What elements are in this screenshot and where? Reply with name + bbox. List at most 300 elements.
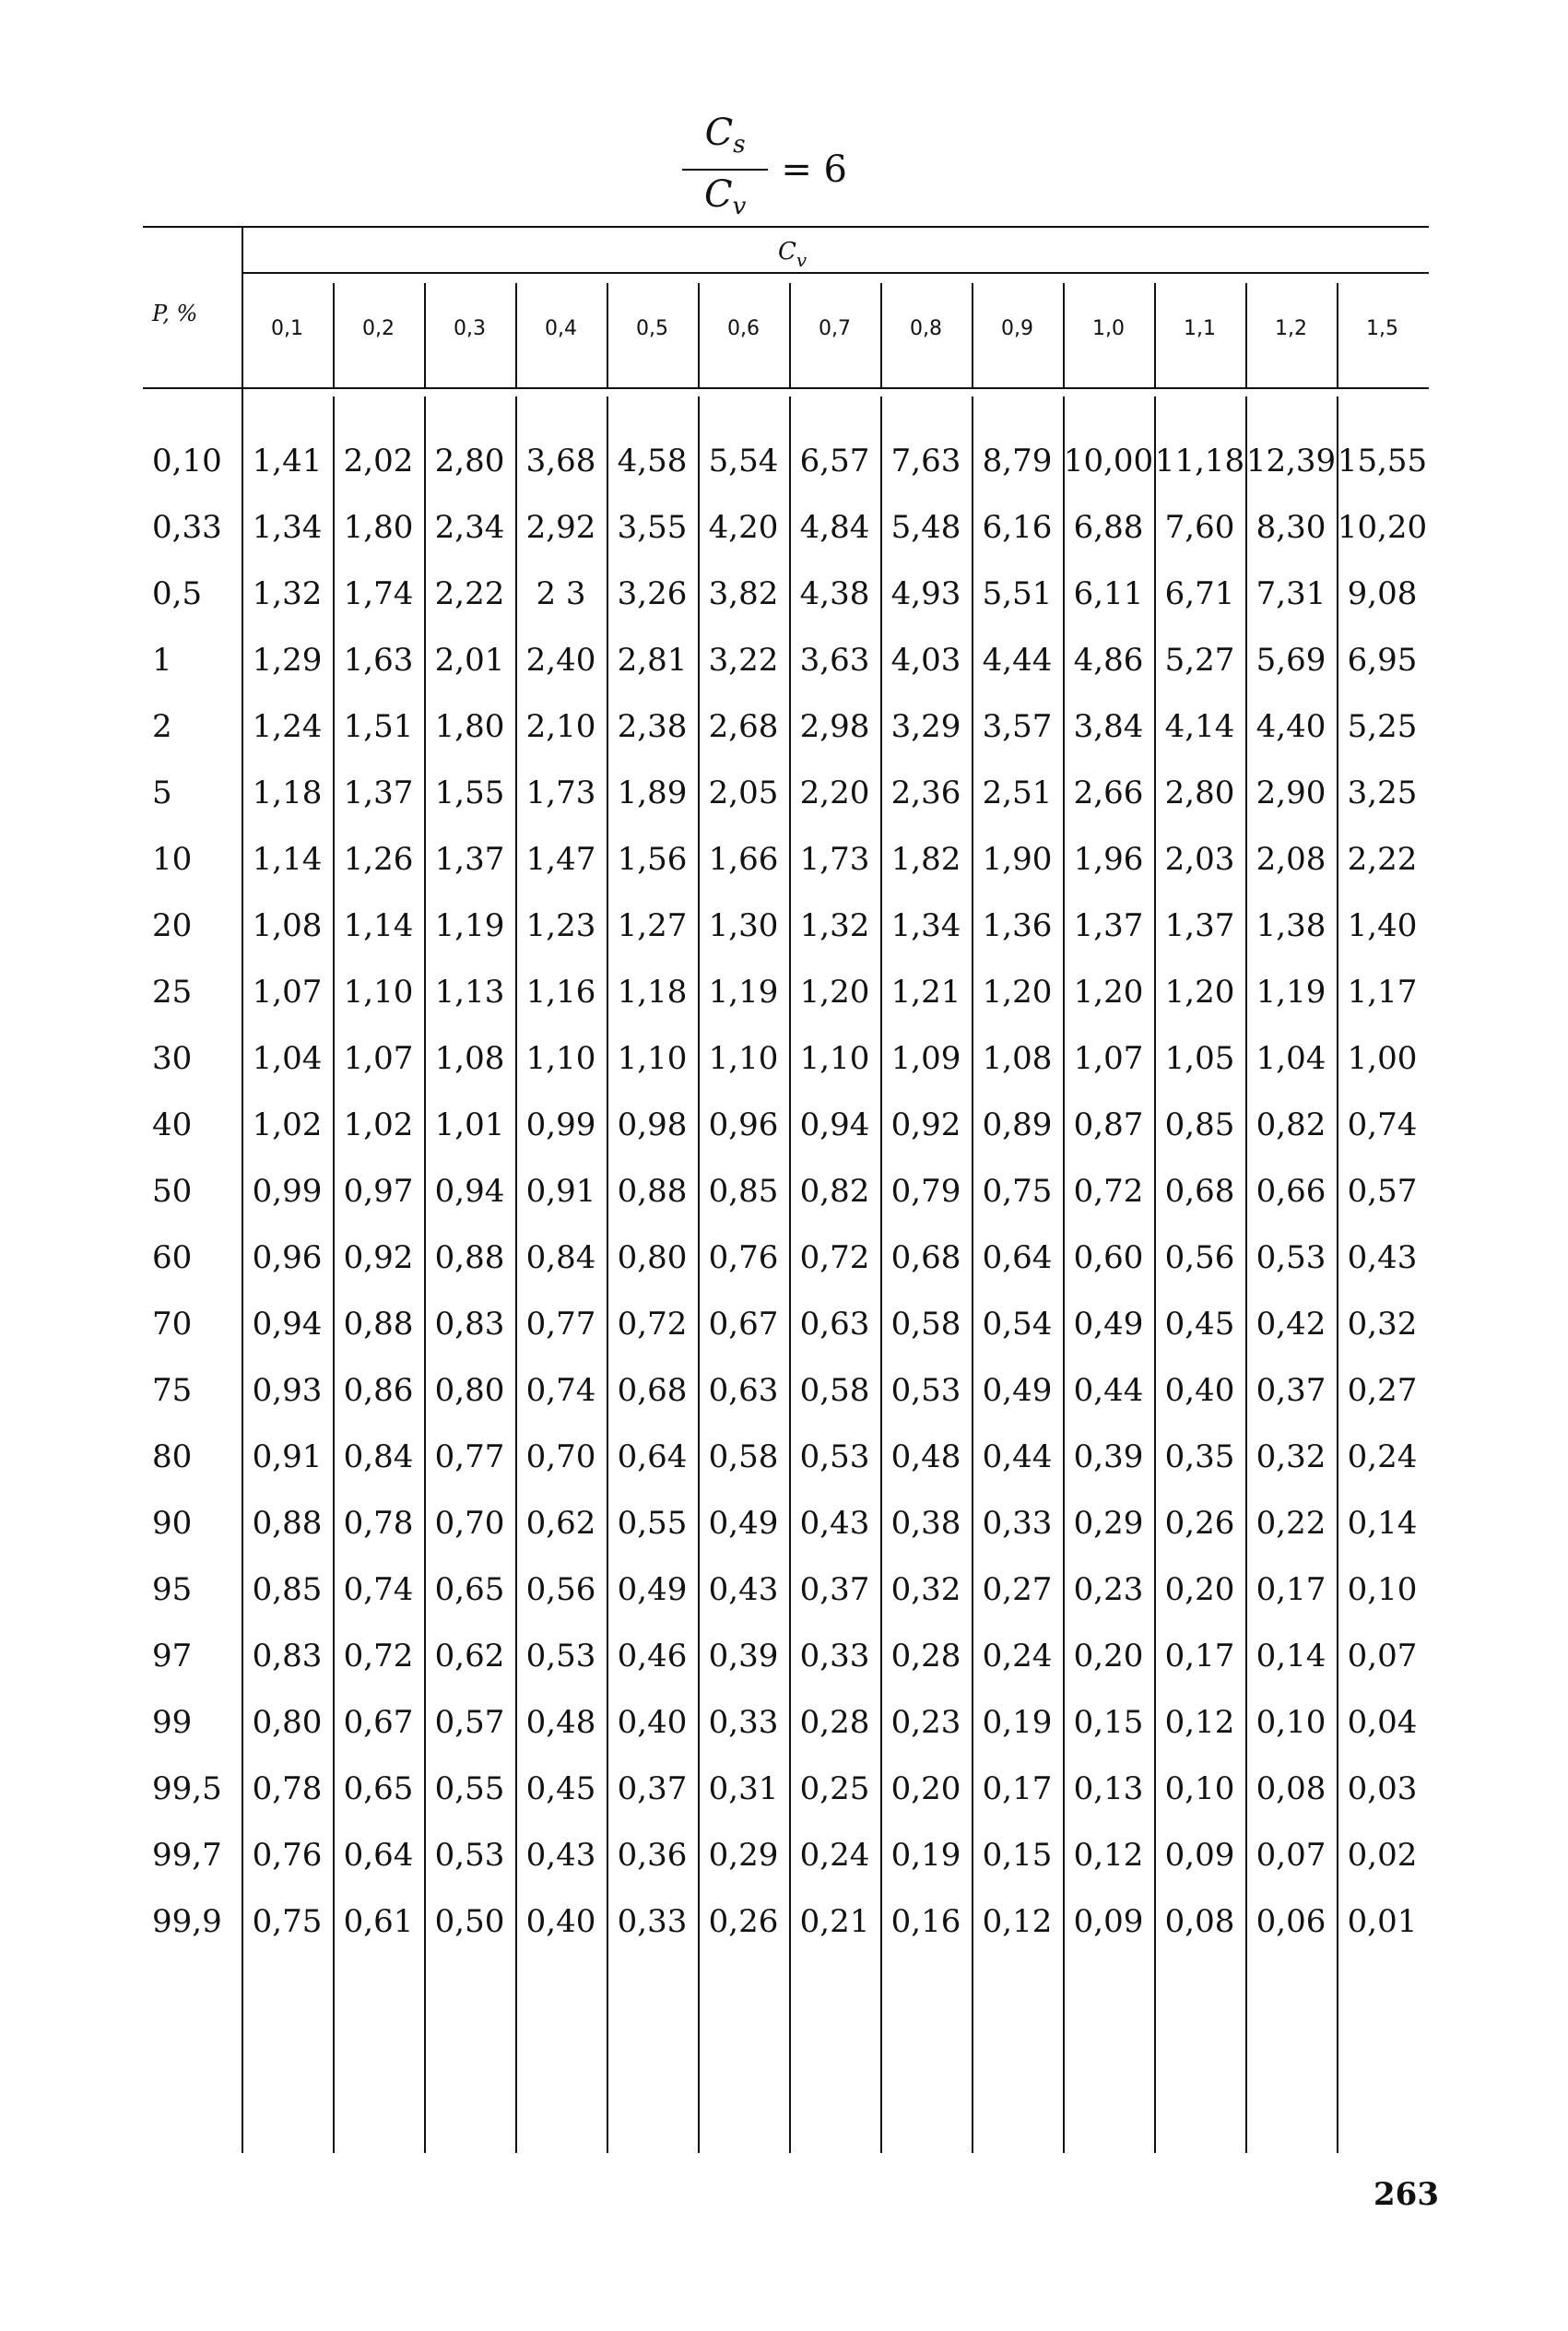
table-cell: 15,55 xyxy=(1337,443,1428,479)
row-p-value: 1 xyxy=(152,642,172,679)
table-cell: 0,23 xyxy=(890,1704,961,1741)
table-cell: 1,30 xyxy=(708,907,779,944)
table-cell: 2,08 xyxy=(1256,841,1326,878)
table-cell: 1,07 xyxy=(1073,1040,1144,1077)
table-cell: 2,34 xyxy=(434,509,505,546)
table-cell: 0,20 xyxy=(890,1770,961,1807)
table-cell: 0,78 xyxy=(252,1770,323,1807)
table-cell: 1,66 xyxy=(708,841,779,878)
table-cell: 1,08 xyxy=(982,1040,1053,1077)
table-cell: 0,84 xyxy=(525,1239,596,1276)
table-cell: 0,76 xyxy=(708,1239,779,1276)
table-cell: 0,82 xyxy=(1256,1106,1326,1143)
table-cell: 0,28 xyxy=(799,1704,870,1741)
table-cell: 5,51 xyxy=(982,575,1053,612)
table-cell: 0,68 xyxy=(1164,1173,1235,1210)
table-cell: 0,64 xyxy=(343,1837,414,1874)
column-header: 0,8 xyxy=(910,317,942,340)
table-cell: 3,57 xyxy=(982,708,1053,745)
header-bottom-rule xyxy=(143,387,1429,389)
table-cell: 0,44 xyxy=(1073,1372,1144,1409)
fraction-denominator: $C_v$ xyxy=(704,173,747,220)
table-cell: 7,63 xyxy=(890,443,961,479)
table-cell: 0,85 xyxy=(252,1571,323,1608)
table-cell: 0,39 xyxy=(708,1638,779,1674)
table-cell: 0,37 xyxy=(617,1770,688,1807)
column-header: 1,2 xyxy=(1275,317,1307,340)
table-cell: 5,48 xyxy=(890,509,961,546)
table-cell: 0,63 xyxy=(799,1306,870,1343)
table-cell: 0,44 xyxy=(982,1438,1053,1475)
row-p-value: 99,7 xyxy=(152,1837,222,1874)
table-cell: 1,24 xyxy=(252,708,323,745)
table-cell: 0,20 xyxy=(1164,1571,1235,1608)
table-cell: 0,25 xyxy=(799,1770,870,1807)
row-p-value: 10 xyxy=(152,841,193,878)
table-cell: 0,53 xyxy=(1256,1239,1326,1276)
table-cell: 10,20 xyxy=(1337,509,1428,546)
row-p-value: 0,5 xyxy=(152,575,203,612)
table-cell: 1,10 xyxy=(343,974,414,1011)
table-cell: 1,14 xyxy=(252,841,323,878)
table-cell: 1,20 xyxy=(1164,974,1235,1011)
row-p-value: 0,10 xyxy=(152,443,222,479)
table-cell: 2,81 xyxy=(617,642,688,679)
row-p-value: 40 xyxy=(152,1106,193,1143)
table-cell: 8,30 xyxy=(1256,509,1326,546)
table-cell: 1,20 xyxy=(982,974,1053,1011)
table-cell: 4,40 xyxy=(1256,708,1326,745)
table-cell: 2,98 xyxy=(799,708,870,745)
table-cell: 0,75 xyxy=(982,1173,1053,1210)
table-cell: 0,15 xyxy=(1073,1704,1144,1741)
table-cell: 6,16 xyxy=(982,509,1053,546)
table-cell: 0,10 xyxy=(1164,1770,1235,1807)
table-cell: 1,17 xyxy=(1347,974,1418,1011)
table-cell: 0,74 xyxy=(525,1372,596,1409)
table-cell: 1,47 xyxy=(525,841,596,878)
table-cell: 1,56 xyxy=(617,841,688,878)
table-cell: 4,86 xyxy=(1073,642,1144,679)
table-cell: 0,79 xyxy=(890,1173,961,1210)
table-cell: 0,70 xyxy=(434,1505,505,1542)
table-cell: 0,85 xyxy=(708,1173,779,1210)
table-cell: 0,87 xyxy=(1073,1106,1144,1143)
column-header: 1,1 xyxy=(1184,317,1216,340)
table-cell: 0,68 xyxy=(617,1372,688,1409)
table-cell: 0,45 xyxy=(1164,1306,1235,1343)
row-header-label: P, % xyxy=(152,301,198,326)
table-cell: 1,14 xyxy=(343,907,414,944)
table-cell: 2,92 xyxy=(525,509,596,546)
table-cell: 0,61 xyxy=(343,1903,414,1940)
table-cell: 0,68 xyxy=(890,1239,961,1276)
table-cell: 0,37 xyxy=(1256,1372,1326,1409)
table-cell: 0,53 xyxy=(890,1372,961,1409)
table-cell: 2,80 xyxy=(434,443,505,479)
table-cell: 2,90 xyxy=(1256,775,1326,811)
table-cell: 0,07 xyxy=(1256,1837,1326,1874)
table-cell: 0,02 xyxy=(1347,1837,1418,1874)
table-cell: 1,08 xyxy=(434,1040,505,1077)
table-cell: 0,88 xyxy=(617,1173,688,1210)
table-cell: 0,76 xyxy=(252,1837,323,1874)
table-cell: 0,72 xyxy=(799,1239,870,1276)
table-cell: 0,37 xyxy=(799,1571,870,1608)
row-p-value: 20 xyxy=(152,907,193,944)
table-cell: 1,63 xyxy=(343,642,414,679)
table-cell: 3,29 xyxy=(890,708,961,745)
column-header: 1,0 xyxy=(1092,317,1125,340)
row-p-value: 99,5 xyxy=(152,1770,222,1807)
table-cell: 0,40 xyxy=(525,1903,596,1940)
table-cell: 1,96 xyxy=(1073,841,1144,878)
row-p-value: 75 xyxy=(152,1372,193,1409)
table-cell: 0,85 xyxy=(1164,1106,1235,1143)
cv-group-label xyxy=(778,238,807,274)
table-cell: 0,64 xyxy=(982,1239,1053,1276)
ratio-fraction xyxy=(682,109,768,231)
table-cell: 1,36 xyxy=(982,907,1053,944)
table-cell: 0,01 xyxy=(1347,1903,1418,1940)
table-cell: 3,55 xyxy=(617,509,688,546)
table-cell: 0,09 xyxy=(1164,1837,1235,1874)
table-cell: 0,29 xyxy=(1073,1505,1144,1542)
table-cell: 0,91 xyxy=(252,1438,323,1475)
column-header: 0,3 xyxy=(454,317,486,340)
table-cell: 3,26 xyxy=(617,575,688,612)
table-cell: 1,80 xyxy=(343,509,414,546)
table-cell: 10,00 xyxy=(1063,443,1154,479)
table-cell: 0,35 xyxy=(1164,1438,1235,1475)
table-cell: 0,04 xyxy=(1347,1704,1418,1741)
column-header: 0,4 xyxy=(545,317,577,340)
table-cell: 0,19 xyxy=(890,1837,961,1874)
table-cell: 0,49 xyxy=(617,1571,688,1608)
table-cell: 1,02 xyxy=(343,1106,414,1143)
table-cell: 0,24 xyxy=(982,1638,1053,1674)
table-cell: 0,32 xyxy=(1347,1306,1418,1343)
table-cell: 1,89 xyxy=(617,775,688,811)
table-cell: 1,10 xyxy=(799,1040,870,1077)
table-cell: 0,64 xyxy=(617,1438,688,1475)
table-cell: 1,73 xyxy=(525,775,596,811)
table-cell: 1,37 xyxy=(1073,907,1144,944)
table-cell: 0,91 xyxy=(525,1173,596,1210)
table-cell: 0,83 xyxy=(434,1306,505,1343)
table-cell: 0,09 xyxy=(1073,1903,1144,1940)
row-p-value: 99 xyxy=(152,1704,193,1741)
table-cell: 3,84 xyxy=(1073,708,1144,745)
table-cell: 1,13 xyxy=(434,974,505,1011)
row-p-value: 50 xyxy=(152,1173,193,1210)
table-cell: 0,66 xyxy=(1256,1173,1326,1210)
table-cell: 1,10 xyxy=(617,1040,688,1077)
table-cell: 2,01 xyxy=(434,642,505,679)
table-cell: 4,58 xyxy=(617,443,688,479)
table-cell: 1,55 xyxy=(434,775,505,811)
table-cell: 12,39 xyxy=(1245,443,1337,479)
table-cell: 2,22 xyxy=(434,575,505,612)
table-cell: 1,90 xyxy=(982,841,1053,878)
table-cell: 1,51 xyxy=(343,708,414,745)
table-cell: 0,27 xyxy=(982,1571,1053,1608)
table-top-rule xyxy=(143,226,1429,228)
row-p-value: 2 xyxy=(152,708,172,745)
table-cell: 1,38 xyxy=(1256,907,1326,944)
table-cell: 5,25 xyxy=(1347,708,1418,745)
table-cell: 8,79 xyxy=(982,443,1053,479)
row-p-value: 30 xyxy=(152,1040,193,1077)
column-header: 1,5 xyxy=(1366,317,1398,340)
table-cell: 0,40 xyxy=(1164,1372,1235,1409)
table-cell: 3,25 xyxy=(1347,775,1418,811)
table-cell: 0,10 xyxy=(1256,1704,1326,1741)
table-cell: 0,22 xyxy=(1256,1505,1326,1542)
table-cell: 0,56 xyxy=(1164,1239,1235,1276)
table-cell: 0,98 xyxy=(617,1106,688,1143)
table-cell: 2,10 xyxy=(525,708,596,745)
table-cell: 0,63 xyxy=(708,1372,779,1409)
table-cell: 1,34 xyxy=(890,907,961,944)
table-cell: 0,10 xyxy=(1347,1571,1418,1608)
table-cell: 1,18 xyxy=(617,974,688,1011)
table-cell: 0,43 xyxy=(708,1571,779,1608)
table-cell: 0,80 xyxy=(252,1704,323,1741)
table-cell: 0,93 xyxy=(252,1372,323,1409)
row-p-value: 25 xyxy=(152,974,193,1011)
table-cell: 0,99 xyxy=(252,1173,323,1210)
table-cell: 1,02 xyxy=(252,1106,323,1143)
table-cell: 0,57 xyxy=(1347,1173,1418,1210)
table-cell: 0,38 xyxy=(890,1505,961,1542)
table-cell: 0,84 xyxy=(343,1438,414,1475)
table-cell: 0,96 xyxy=(252,1239,323,1276)
table-cell: 0,39 xyxy=(1073,1438,1144,1475)
table-cell: 0,13 xyxy=(1073,1770,1144,1807)
row-p-value: 90 xyxy=(152,1505,193,1542)
table-cell: 4,38 xyxy=(799,575,870,612)
row-p-value: 95 xyxy=(152,1571,193,1608)
table-cell: 4,03 xyxy=(890,642,961,679)
table-cell: 2,36 xyxy=(890,775,961,811)
table-cell: 0,07 xyxy=(1347,1638,1418,1674)
table-cell: 1,23 xyxy=(525,907,596,944)
table-cell: 5,69 xyxy=(1256,642,1326,679)
table-cell: 0,48 xyxy=(890,1438,961,1475)
table-cell: 0,77 xyxy=(434,1438,505,1475)
table-cell: 0,53 xyxy=(799,1438,870,1475)
table-cell: 1,07 xyxy=(343,1040,414,1077)
table-cell: 1,80 xyxy=(434,708,505,745)
table-cell: 1,26 xyxy=(343,841,414,878)
table-cell: 1,37 xyxy=(1164,907,1235,944)
table-cell: 1,18 xyxy=(252,775,323,811)
table-cell: 2,03 xyxy=(1164,841,1235,878)
cv-group-letter: C xyxy=(778,238,796,266)
table-cell: 0,08 xyxy=(1164,1903,1235,1940)
table-cell: 2,51 xyxy=(982,775,1053,811)
formula-equals-value: = 6 xyxy=(781,148,847,191)
table-cell: 0,46 xyxy=(617,1638,688,1674)
table-cell: 1,73 xyxy=(799,841,870,878)
table-cell: 0,57 xyxy=(434,1704,505,1741)
row-p-value: 60 xyxy=(152,1239,193,1276)
table-cell: 0,27 xyxy=(1347,1372,1418,1409)
table-cell: 0,92 xyxy=(890,1106,961,1143)
table-cell: 0,92 xyxy=(343,1239,414,1276)
table-cell: 0,72 xyxy=(617,1306,688,1343)
table-cell: 0,20 xyxy=(1073,1638,1144,1674)
table-cell: 1,04 xyxy=(252,1040,323,1077)
table-cell: 0,94 xyxy=(434,1173,505,1210)
table-cell: 0,94 xyxy=(252,1306,323,1343)
table-cell: 0,17 xyxy=(1256,1571,1326,1608)
column-header: 0,2 xyxy=(362,317,395,340)
table-cell: 1,32 xyxy=(252,575,323,612)
table-cell: 0,49 xyxy=(982,1372,1053,1409)
column-header: 0,5 xyxy=(636,317,668,340)
table-cell: 0,49 xyxy=(708,1505,779,1542)
table-cell: 0,50 xyxy=(434,1903,505,1940)
table-cell: 1,74 xyxy=(343,575,414,612)
table-cell: 1,21 xyxy=(890,974,961,1011)
table-cell: 0,97 xyxy=(343,1173,414,1210)
table-cell: 0,65 xyxy=(434,1571,505,1608)
table-cell: 0,88 xyxy=(252,1505,323,1542)
cv-group-rule xyxy=(242,272,1429,274)
table-cell: 0,23 xyxy=(1073,1571,1144,1608)
table-cell: 0,16 xyxy=(890,1903,961,1940)
table-cell: 0,53 xyxy=(525,1638,596,1674)
table-cell: 1,37 xyxy=(434,841,505,878)
table-cell: 0,58 xyxy=(890,1306,961,1343)
table-cell: 6,71 xyxy=(1164,575,1235,612)
table-cell: 6,95 xyxy=(1347,642,1418,679)
table-cell: 1,27 xyxy=(617,907,688,944)
table-cell: 1,19 xyxy=(434,907,505,944)
table-cell: 0,78 xyxy=(343,1505,414,1542)
table-cell: 0,72 xyxy=(1073,1173,1144,1210)
table-cell: 2,66 xyxy=(1073,775,1144,811)
table-cell: 0,33 xyxy=(708,1704,779,1741)
table-cell: 0,56 xyxy=(525,1571,596,1608)
table-cell: 5,27 xyxy=(1164,642,1235,679)
table-cell: 0,32 xyxy=(890,1571,961,1608)
table-cell: 0,12 xyxy=(1073,1837,1144,1874)
table-cell: 2 3 xyxy=(536,575,586,612)
table-cell: 0,24 xyxy=(799,1837,870,1874)
table-cell: 0,80 xyxy=(434,1372,505,1409)
table-cell: 0,43 xyxy=(525,1837,596,1874)
table-cell: 0,83 xyxy=(252,1638,323,1674)
table-cell: 0,06 xyxy=(1256,1903,1326,1940)
table-cell: 1,29 xyxy=(252,642,323,679)
table-cell: 3,22 xyxy=(708,642,779,679)
table-cell: 1,40 xyxy=(1347,907,1418,944)
table-cell: 2,40 xyxy=(525,642,596,679)
table-cell: 0,26 xyxy=(1164,1505,1235,1542)
table-cell: 1,04 xyxy=(1256,1040,1326,1077)
table-cell: 0,43 xyxy=(799,1505,870,1542)
table-cell: 0,03 xyxy=(1347,1770,1418,1807)
row-p-value: 80 xyxy=(152,1438,193,1475)
table-cell: 4,14 xyxy=(1164,708,1235,745)
table-cell: 0,62 xyxy=(434,1638,505,1674)
column-header: 0,9 xyxy=(1001,317,1033,340)
ratio-formula xyxy=(682,109,847,231)
table-cell: 0,53 xyxy=(434,1837,505,1874)
table-cell: 3,63 xyxy=(799,642,870,679)
table-cell: 0,48 xyxy=(525,1704,596,1741)
table-cell: 0,86 xyxy=(343,1372,414,1409)
column-header: 0,7 xyxy=(819,317,851,340)
table-cell: 7,31 xyxy=(1256,575,1326,612)
table-cell: 1,37 xyxy=(343,775,414,811)
table-cell: 0,96 xyxy=(708,1106,779,1143)
table-cell: 0,70 xyxy=(525,1438,596,1475)
table-cell: 0,42 xyxy=(1256,1306,1326,1343)
table-cell: 1,08 xyxy=(252,907,323,944)
table-cell: 2,22 xyxy=(1347,841,1418,878)
table-cell: 0,88 xyxy=(434,1239,505,1276)
table-cell: 0,31 xyxy=(708,1770,779,1807)
table-cell: 0,14 xyxy=(1347,1505,1418,1542)
table-cell: 0,77 xyxy=(525,1306,596,1343)
table-cell: 1,19 xyxy=(1256,974,1326,1011)
table-cell: 0,74 xyxy=(1347,1106,1418,1143)
table-cell: 1,41 xyxy=(252,443,323,479)
table-cell: 4,20 xyxy=(708,509,779,546)
table-cell: 2,02 xyxy=(343,443,414,479)
table-cell: 0,88 xyxy=(343,1306,414,1343)
table-cell: 1,10 xyxy=(525,1040,596,1077)
table-cell: 0,94 xyxy=(799,1106,870,1143)
table-cell: 1,34 xyxy=(252,509,323,546)
table-cell: 0,55 xyxy=(434,1770,505,1807)
table-cell: 0,33 xyxy=(799,1638,870,1674)
table-cell: 1,16 xyxy=(525,974,596,1011)
table-cell: 0,14 xyxy=(1256,1638,1326,1674)
table-cell: 0,17 xyxy=(1164,1638,1235,1674)
table-cell: 7,60 xyxy=(1164,509,1235,546)
page-number: 263 xyxy=(1373,2176,1439,2213)
table-cell: 0,62 xyxy=(525,1505,596,1542)
table-cell: 0,72 xyxy=(343,1638,414,1674)
table-cell: 0,40 xyxy=(617,1704,688,1741)
row-p-value: 0,33 xyxy=(152,509,222,546)
table-cell: 0,82 xyxy=(799,1173,870,1210)
table-cell: 0,26 xyxy=(708,1903,779,1940)
table-cell: 1,01 xyxy=(434,1106,505,1143)
row-p-value: 97 xyxy=(152,1638,193,1674)
table-cell: 1,20 xyxy=(799,974,870,1011)
row-p-value: 70 xyxy=(152,1306,193,1343)
row-p-value: 99,9 xyxy=(152,1903,222,1940)
table-cell: 0,17 xyxy=(982,1770,1053,1807)
table-cell: 6,88 xyxy=(1073,509,1144,546)
table-cell: 0,74 xyxy=(343,1571,414,1608)
table-cell: 0,33 xyxy=(617,1903,688,1940)
table-cell: 0,45 xyxy=(525,1770,596,1807)
table-cell: 0,19 xyxy=(982,1704,1053,1741)
table-cell: 4,84 xyxy=(799,509,870,546)
cv-group-subscript: v xyxy=(796,249,808,271)
table-cell: 2,68 xyxy=(708,708,779,745)
table-cell: 1,32 xyxy=(799,907,870,944)
table-cell: 1,10 xyxy=(708,1040,779,1077)
table-cell: 2,38 xyxy=(617,708,688,745)
